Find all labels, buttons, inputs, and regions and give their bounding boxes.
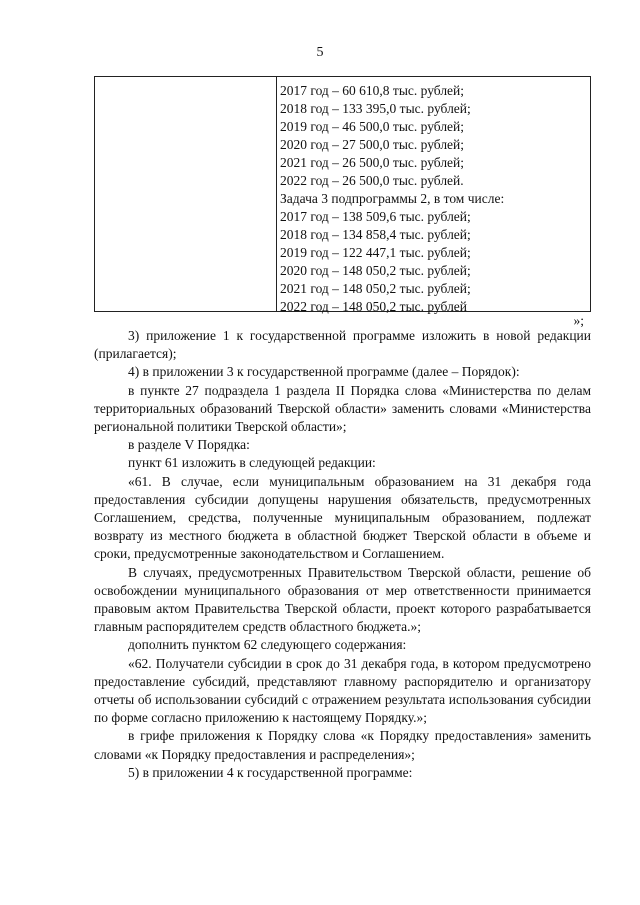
table-line: 2018 год – 133 395,0 тыс. рублей; xyxy=(280,101,471,116)
closing-quote: »; xyxy=(573,313,584,328)
paragraph: «61. В случае, если муниципальным образованием на 31 декабря года предоставления субсидии допущены нарушения обязательств, предусмотренных Соглашением, средства, полученные муниципальным образованием, подлежат возврату из местного бюджета в областной бюджет Тверской области в объеме и сроки, предусмотренные законодательством и Соглашением. xyxy=(94,473,591,562)
table-line: 2017 год – 60 610,8 тыс. рублей; xyxy=(280,83,465,98)
paragraph: 3) приложение 1 к государственной программе изложить в новой редакции (прилагается); xyxy=(94,328,591,362)
table-column-divider xyxy=(276,77,277,311)
table-line: 2022 год – 26 500,0 тыс. рублей. xyxy=(280,173,464,188)
paragraph: пункт 61 изложить в следующей редакции: xyxy=(128,455,376,471)
table-line: 2018 год – 134 858,4 тыс. рублей; xyxy=(280,227,471,242)
table-cell-funding xyxy=(280,82,586,316)
table-line: Задача 3 подпрограммы 2, в том числе: xyxy=(280,191,505,206)
paragraph: В случаях, предусмотренных Правительством Тверской области, решение об освобождении муниципального образования от мер ответственности принимается правовым актом Правительства Тверской области, проект которого разрабатывается главным распорядителем средств областного бюджета.»; xyxy=(94,564,591,635)
paragraph: дополнить пунктом 62 следующего содержания: xyxy=(128,637,407,653)
budget-table xyxy=(94,76,591,312)
table-line: 2019 год – 122 447,1 тыс. рублей; xyxy=(280,245,471,260)
table-line: 2021 год – 148 050,2 тыс. рублей; xyxy=(280,281,471,296)
paragraph: «62. Получатели субсидии в срок до 31 декабря года, в котором предусмотрено предоставление субсидий, представляют главному распорядителю и организатору отчеты об использовании субсидий с отражением результата использования субсидии по форме согласно приложению к настоящему Порядку.»; xyxy=(94,655,591,726)
table-line: 2020 год – 148 050,2 тыс. рублей; xyxy=(280,263,471,278)
paragraph: в пункте 27 подраздела 1 раздела II Порядка слова «Министерства по делам территориальных образований Тверской области» заменить словами «Министерства региональной политики Тверской области»; xyxy=(94,382,591,435)
table-line: 2019 год – 46 500,0 тыс. рублей; xyxy=(280,119,465,134)
paragraph: 5) в приложении 4 к государственной программе: xyxy=(128,764,413,780)
table-line: 2020 год – 27 500,0 тыс. рублей; xyxy=(280,137,465,152)
table-line: 2021 год – 26 500,0 тыс. рублей; xyxy=(280,155,465,170)
paragraph: 4) в приложении 3 к государственной программе (далее – Порядок): xyxy=(128,364,520,380)
table-line: 2022 год – 148 050,2 тыс. рублей xyxy=(280,299,468,314)
paragraph: в разделе V Порядка: xyxy=(128,437,250,453)
paragraph: в грифе приложения к Порядку слова «к Порядку предоставления» заменить словами «к Порядку предоставления и распределения»; xyxy=(94,728,591,762)
table-line: 2017 год – 138 509,6 тыс. рублей; xyxy=(280,209,471,224)
page-number: 5 xyxy=(316,45,324,60)
document-body xyxy=(94,327,591,782)
